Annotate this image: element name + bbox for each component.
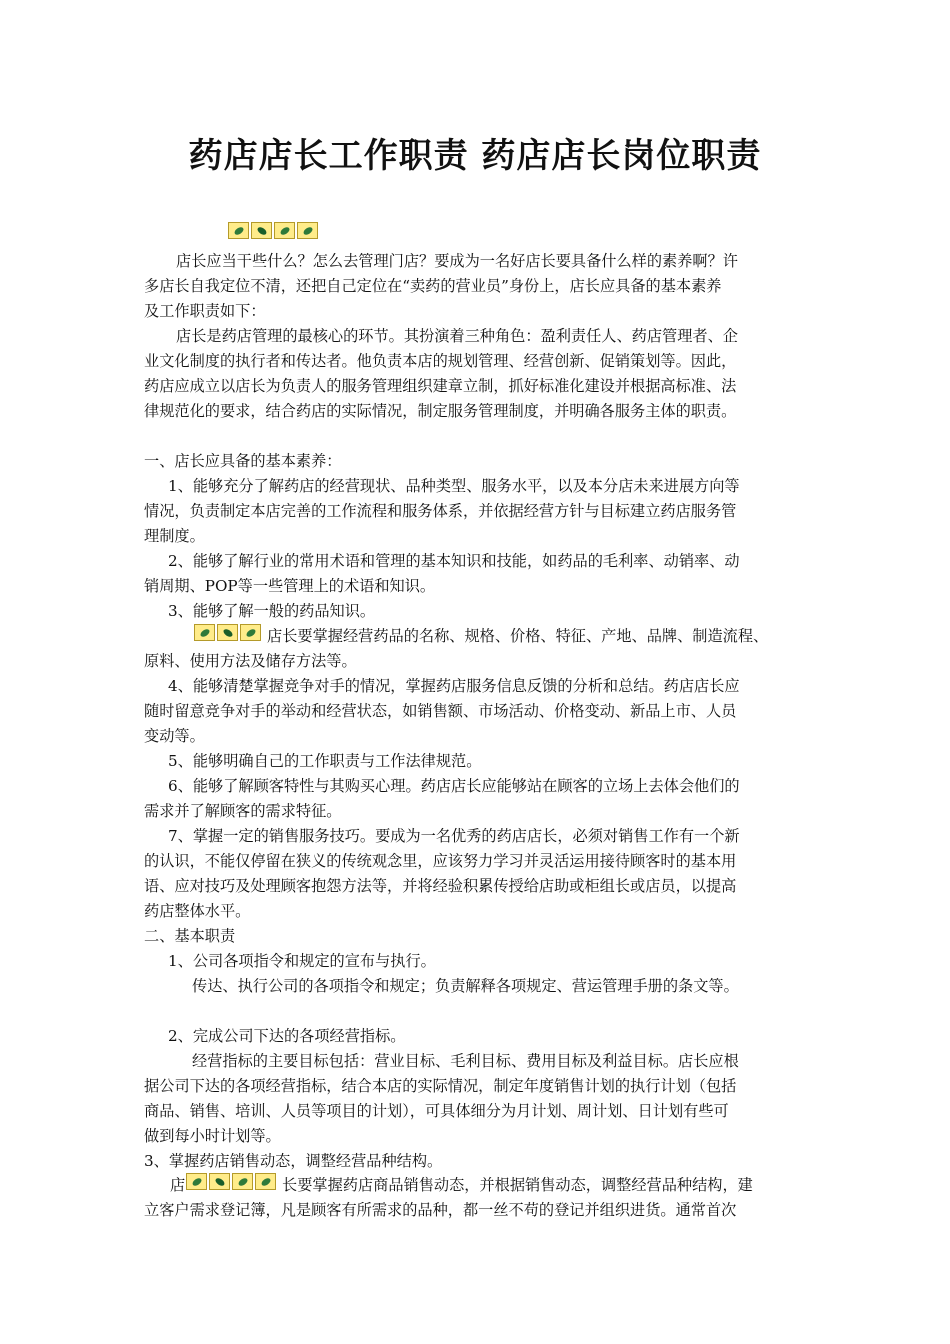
decorative-icon-strip: [186, 1173, 276, 1190]
pill-icon: [274, 222, 295, 239]
paragraph-line: 4、能够清楚掌握竞争对手的情况，掌握药店服务信息反馈的分析和总结。药店店长应: [168, 677, 740, 695]
paragraph-line: 原料、使用方法及储存方法等。: [144, 652, 357, 670]
paragraph-line: 店长是药店管理的最核心的环节。其扮演着三种角色：盈利责任人、药店管理者、企: [176, 327, 738, 345]
section-heading: 二、基本职责: [144, 927, 236, 945]
decorative-icon-strip: [228, 222, 318, 239]
paragraph-line: 长要掌握药店商品销售动态，并根据销售动态，调整经营品种结构，建: [282, 1176, 753, 1194]
paragraph-line: 3、掌握药店销售动态，调整经营品种结构。: [144, 1152, 443, 1170]
paragraph-line: 1、公司各项指令和规定的宣布与执行。: [168, 952, 436, 970]
paragraph-line: 业文化制度的执行者和传达者。他负责本店的规划管理、经营创新、促销策划等。因此，: [144, 352, 737, 370]
paragraph-line: 2、完成公司下达的各项经营指标。: [168, 1027, 406, 1045]
paragraph-line: 立客户需求登记簿，凡是顾客有所需求的品种，都一丝不苟的登记并组织进货。通常首次: [144, 1201, 737, 1219]
paragraph-line: 药店整体水平。: [144, 902, 251, 920]
pill-icon: [209, 1173, 230, 1190]
pill-icon: [251, 222, 272, 239]
paragraph-line: 商品、销售、培训、人员等项目的计划），可具体细分为月计划、周计划、日计划有些可: [144, 1102, 729, 1120]
paragraph-line: 店长要掌握经营药品的名称、规格、价格、特征、产地、品牌、制造流程、: [267, 627, 769, 645]
paragraph-line: 及工作职责如下：: [144, 302, 266, 320]
paragraph-line: 6、能够了解顾客特性与其购买心理。药店店长应能够站在顾客的立场上去体会他们的: [168, 777, 740, 795]
pill-icon: [228, 222, 249, 239]
section-heading: 一、店长应具备的基本素养：: [144, 452, 342, 470]
paragraph-line: 律规范化的要求，结合药店的实际情况，制定服务管理制度，并明确各服务主体的职责。: [144, 402, 737, 420]
decorative-icon-strip: [194, 624, 261, 641]
paragraph-line: 情况，负责制定本店完善的工作流程和服务体系，并依据经营方针与目标建立药店服务管: [144, 502, 737, 520]
paragraph-line: 变动等。: [144, 727, 205, 745]
paragraph-line: 药店应成立以店长为负责人的服务管理组织建章立制，抓好标准化建设并根据高标准、法: [144, 377, 737, 395]
paragraph-line: 2、能够了解行业的常用术语和管理的基本知识和技能，如药品的毛利率、动销率、动: [168, 552, 740, 570]
paragraph-line: 1、能够充分了解药店的经营现状、品种类型、服务水平，以及本分店未来进展方向等: [168, 477, 740, 495]
pill-icon: [186, 1173, 207, 1190]
paragraph-line: 销周期、POP等一些管理上的术语和知识。: [144, 577, 436, 595]
pill-icon: [232, 1173, 253, 1190]
pill-icon: [217, 624, 238, 641]
document-title: 药店店长工作职责 药店店长岗位职责: [188, 136, 762, 176]
paragraph-line: 做到每小时计划等。: [144, 1127, 281, 1145]
pill-icon: [240, 624, 261, 641]
paragraph-line: 随时留意竞争对手的举动和经营状态，如销售额、市场活动、价格变动、新品上市、人员: [144, 702, 737, 720]
pill-icon: [255, 1173, 276, 1190]
paragraph-line: 据公司下达的各项经营指标，结合本店的实际情况，制定年度销售计划的执行计划（包括: [144, 1077, 737, 1095]
paragraph-line: 需求并了解顾客的需求特征。: [144, 802, 342, 820]
pill-icon: [194, 624, 215, 641]
paragraph-line: 语、应对技巧及处理顾客抱怨方法等，并将经验积累传授给店助或柜组长或店员，以提高: [144, 877, 737, 895]
paragraph-line: 经营指标的主要目标包括：营业目标、毛利目标、费用目标及利益目标。店长应根: [192, 1052, 739, 1070]
paragraph-line: 理制度。: [144, 527, 205, 545]
pill-icon: [297, 222, 318, 239]
paragraph-line: 的认识，不能仅停留在狭义的传统观念里，应该努力学习并灵活运用接待顾客时的基本用: [144, 852, 737, 870]
paragraph-line: 传达、执行公司的各项指令和规定；负责解释各项规定、营运管理手册的条文等。: [192, 977, 739, 995]
paragraph-line: 店长应当干些什么？怎么去管理门店？要成为一名好店长要具备什么样的素养啊？许: [176, 252, 738, 270]
paragraph-line: 多店长自我定位不清，还把自己定位在“卖药的营业员”身份上，店长应具备的基本素养: [144, 277, 722, 295]
paragraph-line: 3、能够了解一般的药品知识。: [168, 602, 376, 620]
paragraph-line: 5、能够明确自己的工作职责与工作法律规范。: [168, 752, 482, 770]
paragraph-line: 店: [170, 1176, 186, 1194]
paragraph-line: 7、掌握一定的销售服务技巧。要成为一名优秀的药店店长，必须对销售工作有一个新: [168, 827, 740, 845]
